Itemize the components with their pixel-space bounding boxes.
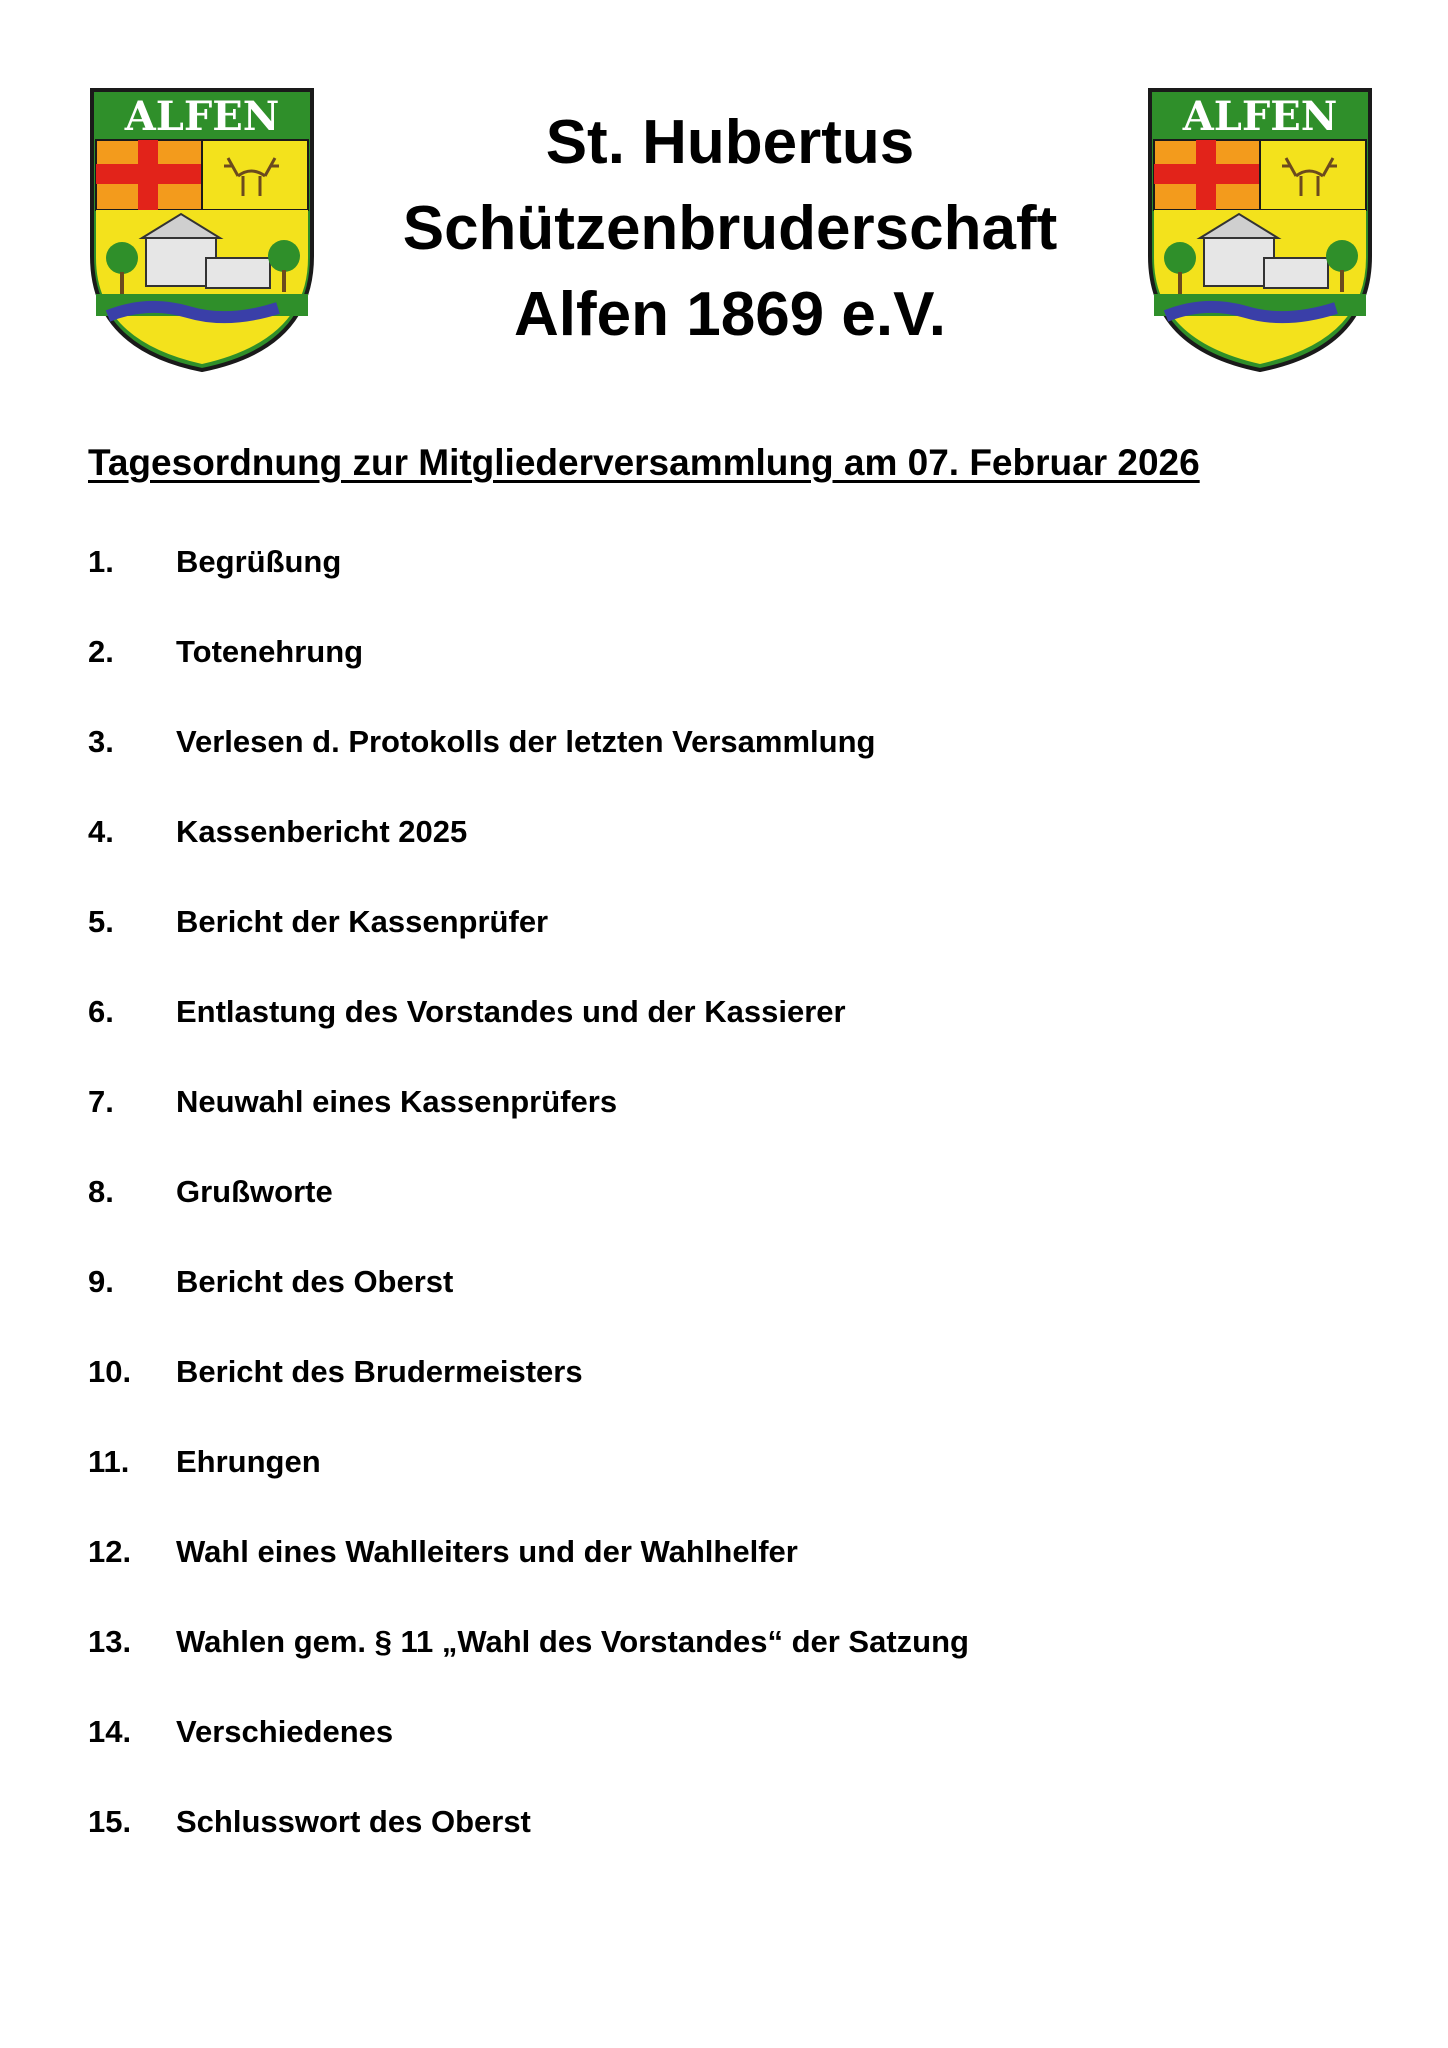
agenda-item-number: 5.	[88, 904, 114, 939]
agenda-heading: Tagesordnung zur Mitgliederversammlung am 07. Februar 2026	[88, 442, 1200, 483]
agenda-item-number: 8.	[88, 1174, 114, 1209]
agenda-item-text: Verlesen d. Protokolls der letzten Versammlung	[176, 724, 876, 759]
agenda-item	[88, 1262, 1348, 1352]
agenda-item-text: Neuwahl eines Kassenprüfers	[176, 1084, 618, 1119]
agenda-list	[88, 542, 1348, 1892]
agenda-item-number: 12.	[88, 1534, 132, 1569]
agenda-item-text: Bericht des Brudermeisters	[176, 1354, 583, 1389]
agenda-item-number: 10.	[88, 1354, 132, 1389]
agenda-item	[88, 1082, 1348, 1172]
agenda-item	[88, 1172, 1348, 1262]
agenda-item-text: Verschiedenes	[176, 1714, 394, 1749]
agenda-item	[88, 1532, 1348, 1622]
agenda-item-text: Bericht der Kassenprüfer	[176, 904, 549, 939]
agenda-item	[88, 1802, 1348, 1892]
svg-text:ALFEN: ALFEN	[124, 93, 280, 140]
agenda-item	[88, 992, 1348, 1082]
agenda-item-number: 13.	[88, 1624, 132, 1659]
agenda-item-number: 4.	[88, 814, 114, 849]
agenda-item-number: 1.	[88, 544, 114, 579]
agenda-item	[88, 1352, 1348, 1442]
agenda-item	[88, 812, 1348, 902]
document-title	[340, 100, 1120, 358]
crest-logo-left	[88, 86, 316, 374]
agenda-item-number: 9.	[88, 1264, 114, 1299]
agenda-item-text: Schlusswort des Oberst	[176, 1804, 531, 1839]
crest-logo-right	[1146, 86, 1374, 374]
agenda-item-number: 2.	[88, 634, 114, 669]
agenda-item-number: 7.	[88, 1084, 114, 1119]
agenda-item	[88, 722, 1348, 812]
agenda-item-number: 3.	[88, 724, 114, 759]
agenda-item-text: Kassenbericht 2025	[176, 814, 468, 849]
agenda-item-text: Wahlen gem. § 11 „Wahl des Vorstandes“ der Satzung	[176, 1624, 969, 1659]
agenda-item	[88, 1622, 1348, 1712]
title-line-2: Schützenbruderschaft	[402, 194, 1058, 263]
agenda-item-text: Totenehrung	[176, 634, 364, 669]
agenda-item-text: Bericht des Oberst	[176, 1264, 454, 1299]
agenda-item	[88, 632, 1348, 722]
title-line-1: St. Hubertus	[545, 108, 915, 177]
agenda-item-text: Wahl eines Wahlleiters und der Wahlhelfer	[176, 1534, 798, 1569]
agenda-item	[88, 542, 1348, 632]
agenda-item-number: 15.	[88, 1804, 132, 1839]
title-line-3: Alfen 1869 e.V.	[514, 280, 946, 349]
agenda-item-number: 11.	[88, 1444, 130, 1479]
agenda-item-number: 14.	[88, 1714, 132, 1749]
alfen-coat-of-arms	[1146, 86, 1374, 374]
agenda-item-text: Ehrungen	[176, 1444, 321, 1479]
agenda-item-text: Entlastung des Vorstandes und der Kassierer	[176, 994, 846, 1029]
agenda-item	[88, 1442, 1348, 1532]
alfen-coat-of-arms	[88, 86, 316, 374]
agenda-item-text: Grußworte	[176, 1174, 333, 1209]
svg-text:ALFEN: ALFEN	[1182, 93, 1338, 140]
agenda-item	[88, 902, 1348, 992]
agenda-item	[88, 1712, 1348, 1802]
agenda-item-text: Begrüßung	[176, 544, 342, 579]
agenda-item-number: 6.	[88, 994, 114, 1029]
